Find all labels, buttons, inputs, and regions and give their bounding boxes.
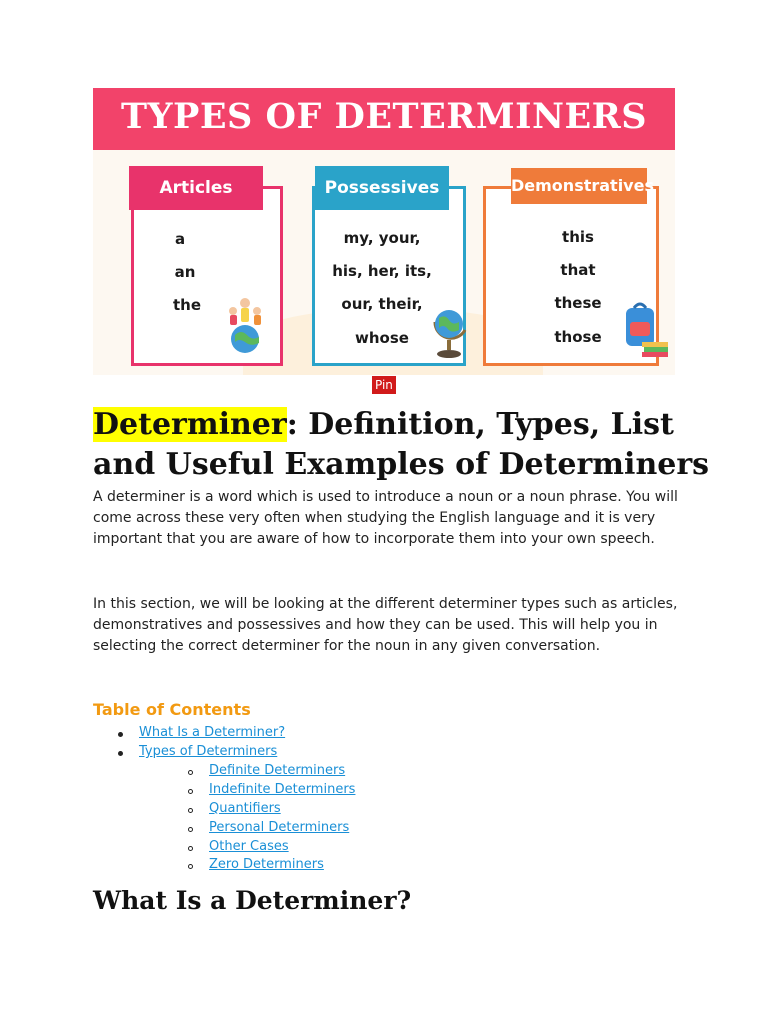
toc-link-definite-determiners[interactable]: Definite Determiners [209, 763, 346, 778]
possessives-word: his, her, its, [332, 262, 432, 280]
types-of-determiners-infographic [93, 88, 675, 375]
circle-bullet-icon [188, 789, 193, 794]
articles-heading: Articles [129, 166, 263, 210]
articles-word: a [174, 230, 186, 248]
toc-link-what-is-a-determiner[interactable]: What Is a Determiner? [139, 725, 286, 740]
toc-link-indefinite-determiners[interactable]: Indefinite Determiners [209, 782, 356, 797]
demonstratives-heading: Demonstratives [511, 168, 647, 204]
infographic-title: TYPES OF DETERMINERS [121, 96, 647, 137]
possessives-word: my, your, [343, 229, 421, 247]
intro-paragraph: A determiner is a word which is used to introduce a noun or a noun phrase. You will come across these very often when studying the English language and it is very important that you are aware of how to incorporate them into your own speech. [93, 489, 678, 547]
toc-title: Table of Contents [93, 700, 251, 719]
demonstratives-word: those [554, 328, 602, 346]
possessives-word: our, their, [341, 295, 423, 313]
kids-on-globe-illustration [223, 293, 267, 355]
article-title [93, 405, 713, 485]
bullet-icon [118, 732, 123, 737]
toc-link-types-of-determiners[interactable]: Types of Determiners [139, 744, 278, 759]
circle-bullet-icon [188, 864, 193, 869]
toc-link-other-cases[interactable]: Other Cases [209, 839, 289, 854]
circle-bullet-icon [188, 846, 193, 851]
articles-word: the [172, 296, 202, 314]
pin-button[interactable]: Pin [372, 376, 396, 394]
globe-illustration [429, 302, 469, 360]
circle-bullet-icon [188, 770, 193, 775]
circle-bullet-icon [188, 808, 193, 813]
possessives-word: whose [355, 329, 409, 347]
title-highlight: Determiner [93, 407, 287, 442]
demonstratives-word: that [560, 261, 596, 279]
toc-link-zero-determiners[interactable]: Zero Determiners [209, 857, 324, 872]
title-rest: : Definition, Types, List and Useful Examples of Determiners [93, 407, 710, 482]
demonstratives-word: this [562, 228, 594, 246]
section-heading: What Is a Determiner? [93, 886, 412, 915]
toc-link-personal-determiners[interactable]: Personal Determiners [209, 820, 350, 835]
circle-bullet-icon [188, 827, 193, 832]
articles-word: an [174, 263, 196, 281]
toc-link-quantifiers[interactable]: Quantifiers [209, 801, 281, 816]
bullet-icon [118, 751, 123, 756]
backpack-and-books-illustration [622, 302, 670, 358]
demonstratives-word: these [554, 294, 602, 312]
possessives-heading: Possessives [315, 166, 449, 210]
section-paragraph: In this section, we will be looking at the different determiner types such as articles, demonstratives and possessives and how they can be used. This will help you in selecting the correct determiner for the noun in any given conversation. [93, 596, 678, 654]
